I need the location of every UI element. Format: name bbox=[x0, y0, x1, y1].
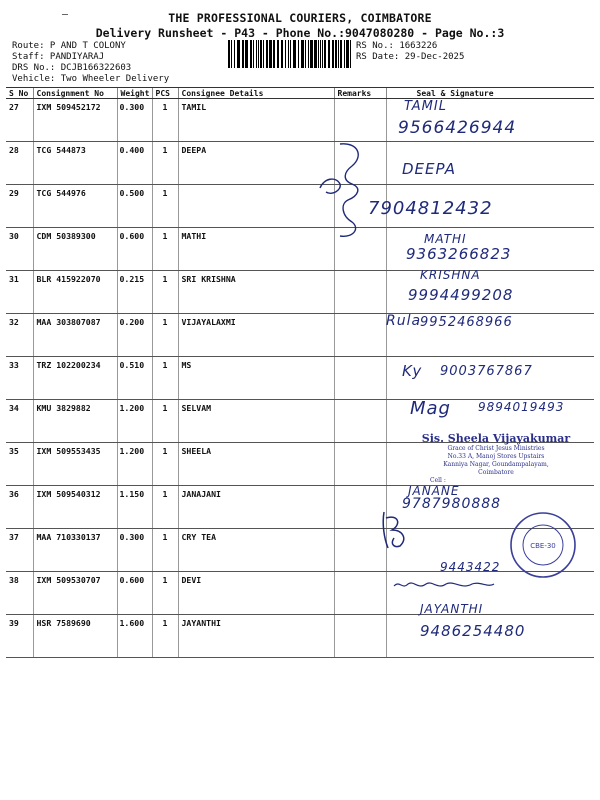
consignee: JANAJANI bbox=[178, 486, 334, 529]
barcode-bar bbox=[245, 40, 248, 68]
weight: 0.510 bbox=[117, 357, 152, 400]
barcode-bar bbox=[308, 40, 309, 68]
signature-phone: 9894019493 bbox=[478, 400, 565, 414]
signature-text: Rula bbox=[386, 313, 422, 329]
barcode-bar bbox=[320, 40, 321, 68]
barcode-bar bbox=[285, 40, 286, 68]
pcs: 1 bbox=[152, 529, 178, 572]
remarks bbox=[334, 443, 386, 486]
barcode-bar bbox=[324, 40, 326, 68]
sno: 39 bbox=[6, 615, 33, 658]
route: Route: P AND T COLONY bbox=[12, 41, 126, 51]
consignee: DEVI bbox=[178, 572, 334, 615]
remarks bbox=[334, 99, 386, 142]
signature-phone: 9787980888 bbox=[402, 496, 502, 512]
sno: 30 bbox=[6, 228, 33, 271]
consignee: SRI KRISHNA bbox=[178, 271, 334, 314]
barcode-bar bbox=[256, 40, 257, 68]
col-sno: S No bbox=[6, 88, 33, 99]
barcode-bar bbox=[234, 40, 235, 68]
barcode-bar bbox=[298, 40, 299, 68]
pcs: 1 bbox=[152, 357, 178, 400]
weight: 0.300 bbox=[117, 529, 152, 572]
weight: 0.400 bbox=[117, 142, 152, 185]
remarks bbox=[334, 615, 386, 658]
sno: 27 bbox=[6, 99, 33, 142]
col-remarks: Remarks bbox=[334, 88, 386, 99]
sno: 33 bbox=[6, 357, 33, 400]
barcode-bar bbox=[281, 40, 283, 68]
svg-text:CBE-30: CBE-30 bbox=[530, 542, 556, 550]
signature-text: DEEPA bbox=[402, 160, 457, 178]
signature-phone: 9952468966 bbox=[420, 315, 513, 330]
signature-text: JAYANTHI bbox=[420, 602, 484, 616]
stamp-line: Grace of Christ Jesus Ministries bbox=[447, 445, 545, 452]
consignment-no: IXM 509530707 bbox=[33, 572, 117, 615]
weight: 0.600 bbox=[117, 228, 152, 271]
col-pcs: PCS bbox=[152, 88, 178, 99]
barcode-bar bbox=[328, 40, 330, 68]
pcs: 1 bbox=[152, 443, 178, 486]
table-row bbox=[6, 185, 594, 228]
sno: 35 bbox=[6, 443, 33, 486]
handwritten-brace-mark bbox=[318, 140, 378, 240]
barcode-bar bbox=[318, 40, 319, 68]
consignee: DEEPA bbox=[178, 142, 334, 185]
pcs: 1 bbox=[152, 400, 178, 443]
barcode-bar bbox=[237, 40, 240, 68]
barcode-bar bbox=[293, 40, 296, 68]
signature-phone: 9486254480 bbox=[420, 622, 526, 640]
barcode-bar bbox=[344, 40, 345, 68]
barcode-bar bbox=[310, 40, 313, 68]
weight: 0.500 bbox=[117, 185, 152, 228]
col-consignment: Consignment No bbox=[33, 88, 117, 99]
table-header bbox=[6, 88, 594, 99]
rubber-stamp bbox=[408, 432, 584, 485]
barcode-bar bbox=[228, 40, 230, 68]
stamp-line: No.33 A, Manoj Stores Upstairs bbox=[447, 453, 545, 460]
handwritten-scribble bbox=[378, 508, 414, 552]
barcode-bar bbox=[260, 40, 262, 68]
consignee: VIJAYALAXMI bbox=[178, 314, 334, 357]
consignment-no: IXM 509553435 bbox=[33, 443, 117, 486]
pcs: 1 bbox=[152, 271, 178, 314]
remarks bbox=[334, 357, 386, 400]
barcode-bar bbox=[266, 40, 268, 68]
remarks bbox=[334, 271, 386, 314]
sno: 38 bbox=[6, 572, 33, 615]
consignment-no: IXM 509452172 bbox=[33, 99, 117, 142]
consignment-no: TCG 544976 bbox=[33, 185, 117, 228]
table-row bbox=[6, 486, 594, 529]
consignee: SHEELA bbox=[178, 443, 334, 486]
remarks bbox=[334, 400, 386, 443]
weight: 1.150 bbox=[117, 486, 152, 529]
barcode bbox=[228, 40, 352, 68]
signature-phone: 9363266823 bbox=[406, 245, 512, 263]
barcode-bar bbox=[269, 40, 272, 68]
weight: 1.200 bbox=[117, 443, 152, 486]
signature-text: KRISHNA bbox=[420, 268, 481, 282]
stamp-line: Coimbatore bbox=[478, 469, 514, 476]
barcode-bar bbox=[346, 40, 349, 68]
col-weight: Weight bbox=[117, 88, 152, 99]
consignment-no: IXM 509540312 bbox=[33, 486, 117, 529]
consignment-no: HSR 7589690 bbox=[33, 615, 117, 658]
consignment-no: TRZ 102200234 bbox=[33, 357, 117, 400]
pcs: 1 bbox=[152, 615, 178, 658]
consignee: TAMIL bbox=[178, 99, 334, 142]
sno: 34 bbox=[6, 400, 33, 443]
signature-text: MATHI bbox=[424, 232, 467, 246]
sno: 28 bbox=[6, 142, 33, 185]
rs-number: RS No.: 1663226 bbox=[356, 41, 438, 51]
barcode-bar bbox=[250, 40, 252, 68]
stamp-line: Kanniya Nagar, Goundampalayam, bbox=[443, 461, 549, 468]
barcode-bar bbox=[273, 40, 275, 68]
pcs: 1 bbox=[152, 99, 178, 142]
vehicle: Vehicle: Two Wheeler Delivery bbox=[12, 74, 170, 84]
barcode-bar bbox=[314, 40, 317, 68]
barcode-bar bbox=[332, 40, 334, 68]
drs-number: DRS No.: DCJB166322603 bbox=[12, 63, 132, 73]
signature-phone: 9003767867 bbox=[440, 364, 533, 379]
consignee: CRY TEA bbox=[178, 529, 334, 572]
barcode-bar bbox=[277, 40, 279, 68]
consignee bbox=[178, 185, 334, 228]
weight: 1.200 bbox=[117, 400, 152, 443]
weight: 1.600 bbox=[117, 615, 152, 658]
weight: 0.300 bbox=[117, 99, 152, 142]
signature-phone: 9566426944 bbox=[398, 118, 517, 138]
col-consignee: Consignee Details bbox=[178, 88, 334, 99]
barcode-bar bbox=[305, 40, 306, 68]
remarks bbox=[334, 572, 386, 615]
barcode-bar bbox=[258, 40, 259, 68]
signature-text: Ky bbox=[402, 362, 423, 380]
pcs: 1 bbox=[152, 185, 178, 228]
signature-phone: 9994499208 bbox=[408, 286, 514, 304]
consignee: MATHI bbox=[178, 228, 334, 271]
barcode-bar bbox=[340, 40, 342, 68]
consignee: MS bbox=[178, 357, 334, 400]
company-name: THE PROFESSIONAL COURIERS, COIMBATORE bbox=[168, 11, 432, 25]
barcode-bar bbox=[335, 40, 337, 68]
barcode-bar bbox=[350, 40, 351, 68]
consignment-no: BLR 415922070 bbox=[33, 271, 117, 314]
sno: 37 bbox=[6, 529, 33, 572]
barcode-bar bbox=[290, 40, 291, 68]
table-row bbox=[6, 572, 594, 615]
rs-date: RS Date: 29-Dec-2025 bbox=[356, 52, 465, 62]
barcode-bar bbox=[263, 40, 264, 68]
consignee: JAYANTHI bbox=[178, 615, 334, 658]
consignment-no: CDM 50389300 bbox=[33, 228, 117, 271]
consignment-no: TCG 544873 bbox=[33, 142, 117, 185]
table-row bbox=[6, 142, 594, 185]
sno: 29 bbox=[6, 185, 33, 228]
consignment-no: MAA 710330137 bbox=[33, 529, 117, 572]
signature-text: TAMIL bbox=[404, 99, 447, 114]
round-seal bbox=[508, 510, 578, 580]
sno: 36 bbox=[6, 486, 33, 529]
table-row bbox=[6, 529, 594, 572]
barcode-bar bbox=[322, 40, 323, 68]
barcode-bar bbox=[288, 40, 289, 68]
consignment-no: MAA 303807087 bbox=[33, 314, 117, 357]
pcs: 1 bbox=[152, 314, 178, 357]
signature-text: Mag bbox=[410, 398, 451, 419]
barcode-bar bbox=[231, 40, 232, 68]
consignee: SELVAM bbox=[178, 400, 334, 443]
pcs: 1 bbox=[152, 142, 178, 185]
weight: 0.200 bbox=[117, 314, 152, 357]
corner-mark bbox=[62, 14, 68, 15]
pcs: 1 bbox=[152, 228, 178, 271]
weight: 0.215 bbox=[117, 271, 152, 314]
stamp-line: Cell : bbox=[430, 477, 446, 484]
barcode-bar bbox=[242, 40, 244, 68]
sno: 31 bbox=[6, 271, 33, 314]
col-signature: Seal & Signature bbox=[386, 88, 594, 99]
handwritten-scribble bbox=[392, 578, 496, 592]
runsheet-title: Delivery Runsheet - P43 - Phone No.:9047080280 - Page No.:3 bbox=[95, 26, 505, 40]
signature-phone: 9443422 bbox=[440, 560, 501, 574]
stamp-name: Sis. Sheela Vijayakumar bbox=[421, 432, 571, 445]
weight: 0.600 bbox=[117, 572, 152, 615]
barcode-bar bbox=[253, 40, 254, 68]
signature-text: JANANE bbox=[408, 484, 460, 498]
barcode-bar bbox=[301, 40, 304, 68]
consignment-no: KMU 3829882 bbox=[33, 400, 117, 443]
barcode-bar bbox=[338, 40, 339, 68]
staff: Staff: PANDIYARAJ bbox=[12, 52, 105, 62]
sno: 32 bbox=[6, 314, 33, 357]
signature-phone: 7904812432 bbox=[368, 198, 493, 219]
pcs: 1 bbox=[152, 486, 178, 529]
pcs: 1 bbox=[152, 572, 178, 615]
remarks bbox=[334, 314, 386, 357]
